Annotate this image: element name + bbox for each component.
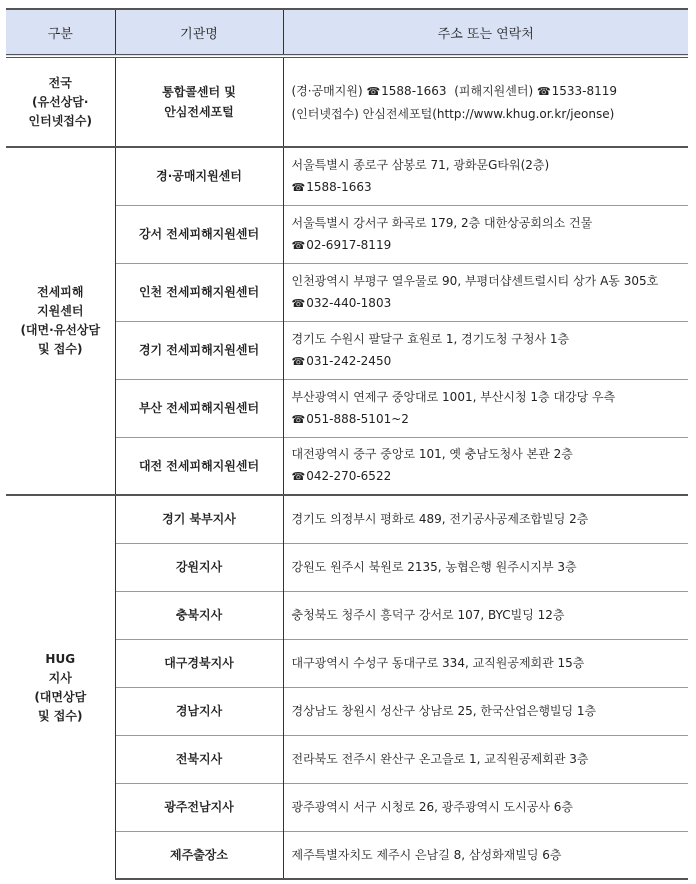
address-cell [283, 321, 688, 379]
org-name-line: 통합콜센터 및 [162, 85, 236, 99]
org-name-cell [115, 783, 283, 831]
org-name-line: 제주출장소 [170, 847, 228, 862]
org-name-cell [115, 495, 283, 543]
header-category: 구분 [6, 9, 115, 56]
address-text: 경기도 의정부시 평화로 489, 전기공사공제조합빌딩 2층 [291, 512, 589, 527]
org-name-cell [115, 379, 283, 437]
address-text: 대구광역시 수성구 동대구로 334, 교직원공제회관 15층 [291, 656, 585, 670]
phone-icon: ☎ [291, 180, 306, 194]
address-text: 광주광역시 서구 시청로 26, 광주광역시 도시공사 6층 [291, 800, 573, 814]
address-text: 부산광역시 연제구 중앙대로 1001, 부산시청 1층 대강당 우측 [291, 389, 616, 404]
org-name-line: 경·공매지원센터 [156, 169, 242, 184]
org-name-line: 안심전세포털 [164, 105, 234, 119]
category-line: 지사 [48, 670, 72, 685]
address-line [292, 604, 689, 626]
phone-icon: ☎ [291, 238, 306, 252]
address-line [292, 465, 689, 488]
address-line [292, 700, 689, 722]
address-line [292, 844, 689, 866]
phone-number: 1533-8119 [551, 83, 618, 98]
address-line [292, 234, 689, 257]
phone-number: 1588-1663 [306, 179, 372, 194]
category-cell [6, 147, 115, 495]
category-cell [6, 495, 115, 879]
org-name-cell [115, 147, 283, 205]
address-line [292, 176, 689, 199]
org-name-cell [115, 831, 283, 879]
org-name-cell [115, 437, 283, 495]
address-line [292, 408, 689, 431]
phone-number: 032-440-1803 [306, 295, 392, 310]
address-line [292, 328, 689, 350]
category-line: 전세피해 [37, 285, 84, 299]
org-name-cell [115, 56, 283, 147]
category-line: (대면·유선상담 [20, 323, 101, 337]
address-cell [283, 437, 688, 495]
address-cell [283, 205, 688, 263]
org-name-line: 충북지사 [175, 608, 223, 622]
address-text: 대전광역시 중구 중앙로 101, 옛 충남도청사 본관 2층 [291, 447, 573, 462]
address-cell [283, 831, 688, 879]
table-row [6, 495, 688, 543]
category-line: (대면상담 [34, 689, 87, 704]
phone-number: 031-242-2450 [306, 353, 392, 368]
phone-icon: ☎ [291, 412, 306, 426]
org-name-line: 부산 전세피해지원센터 [138, 401, 260, 415]
category-cell [6, 56, 115, 147]
org-name-cell [115, 263, 283, 321]
address-line [292, 80, 689, 103]
address-cell [283, 147, 688, 205]
contact-table [6, 8, 688, 880]
org-name-cell [115, 591, 283, 639]
address-text: 경상남도 창원시 성산구 상남로 25, 한국산업은행빌딩 1층 [291, 704, 597, 718]
org-name-line: 광주전남지사 [164, 800, 234, 814]
address-line [292, 556, 689, 578]
org-name-line: 대전 전세피해지원센터 [138, 458, 260, 473]
org-name-cell [115, 321, 283, 379]
org-name-line: 경기 북부지사 [162, 512, 236, 527]
header-row [6, 9, 688, 56]
address-cell [283, 783, 688, 831]
address-line [292, 508, 689, 530]
org-name-line: 강원지사 [175, 560, 223, 574]
address-line [292, 796, 689, 818]
address-text: 서울특별시 종로구 삼봉로 71, 광화문G타워(2층) [291, 157, 550, 172]
category-line: 및 접수) [38, 342, 83, 356]
org-name-line: 강서 전세피해지원센터 [138, 227, 260, 241]
category-line: 지원센터 [37, 304, 84, 318]
address-cell [283, 263, 688, 321]
address-line [292, 154, 689, 176]
address-cell [283, 543, 688, 591]
category-line: 인터넷접수) [28, 113, 92, 128]
address-cell [283, 687, 688, 735]
org-name-cell [115, 687, 283, 735]
address-line [292, 386, 689, 408]
address-cell [283, 591, 688, 639]
header-org-name: 기관명 [115, 9, 283, 56]
org-name-cell [115, 543, 283, 591]
org-name-line: 경기 전세피해지원센터 [138, 343, 260, 357]
address-text: 제주특별자치도 제주시 은남길 8, 삼성화재빌딩 6층 [291, 847, 562, 862]
category-line: 및 접수) [38, 708, 83, 723]
category-line: HUG [45, 651, 76, 666]
address-line [292, 270, 689, 292]
phone-icon: ☎ [291, 470, 306, 484]
phone-icon: ☎ [291, 354, 306, 368]
address-line [292, 292, 689, 315]
org-name-line: 인천 전세피해지원센터 [138, 285, 260, 299]
org-name-line: 경남지사 [175, 704, 223, 718]
org-name-cell [115, 639, 283, 687]
address-text: 전라북도 전주시 완산구 온고을로 1, 교직원공제회관 3층 [291, 752, 589, 766]
address-text: 강원도 원주시 북원로 2135, 농협은행 원주시지부 3층 [291, 560, 577, 574]
org-name-line: 대구경북지사 [164, 656, 234, 670]
org-name-cell [115, 735, 283, 783]
address-line [292, 652, 689, 674]
table-body [6, 56, 688, 879]
address-cell [283, 735, 688, 783]
address-line [292, 350, 689, 373]
phone-icon: ☎ [366, 84, 381, 98]
org-name-cell [115, 205, 283, 263]
address-text: (경·공매지원) [291, 83, 367, 98]
header-address-contact: 주소 또는 연락처 [283, 9, 688, 56]
category-line: 전국 [48, 75, 72, 90]
phone-number: 051-888-5101~2 [306, 411, 409, 426]
address-line [292, 748, 689, 770]
address-text: (인터넷접수) 안심전세포털(http://www.khug.or.kr/jeonse) [291, 106, 615, 121]
phone-icon: ☎ [291, 296, 306, 310]
phone-icon: ☎ [536, 84, 551, 98]
address-cell [283, 639, 688, 687]
phone-number: 042-270-6522 [306, 469, 392, 484]
address-text: 인천광역시 부평구 열우물로 90, 부평더샵센트럴시티 상가 A동 305호 [291, 273, 659, 288]
address-line [292, 212, 689, 234]
address-line [292, 103, 689, 125]
table-row [6, 147, 688, 205]
address-cell [283, 379, 688, 437]
address-text: 서울특별시 강서구 화곡로 179, 2층 대한상공회의소 건물 [291, 215, 593, 230]
phone-number: 02-6917-8119 [306, 237, 392, 252]
address-line [292, 443, 689, 465]
category-line: (유선상담· [32, 94, 89, 109]
address-cell [283, 495, 688, 543]
address-cell [283, 56, 688, 147]
phone-number: 1588-1663 [381, 83, 447, 98]
address-text: (피해지원센터) [446, 83, 537, 98]
address-text: 충청북도 청주시 흥덕구 강서로 107, BYC빌딩 12층 [291, 608, 565, 622]
table-row [6, 56, 688, 147]
org-name-line: 전북지사 [175, 752, 223, 766]
address-text: 경기도 수원시 팔달구 효원로 1, 경기도청 구청사 1층 [291, 331, 570, 346]
